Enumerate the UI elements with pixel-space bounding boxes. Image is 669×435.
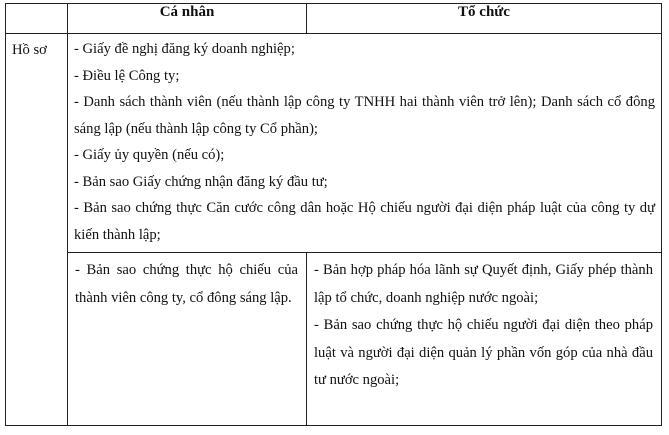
organization-documents-cell xyxy=(307,253,662,426)
individual-documents-cell xyxy=(68,253,307,426)
list-item: - Bản sao chứng thực hộ chiếu người đại diện theo pháp luật và người đại diện quản lý phần vốn góp của nhà đầu tư nước ngoài; xyxy=(314,317,653,388)
table-header-row xyxy=(6,4,662,34)
header-individual: Cá nhân xyxy=(68,4,307,34)
requirements-table xyxy=(5,3,662,426)
list-item: - Bản hợp pháp hóa lãnh sự Quyết định, Giấy phép thành lập tổ chức, doanh nghiệp nước ngoài; xyxy=(314,262,653,306)
list-item: - Giấy ủy quyền (nếu có); xyxy=(74,147,225,163)
header-organization: Tổ chức xyxy=(307,4,662,34)
list-item: - Bản sao Giấy chứng nhận đăng ký đầu tư; xyxy=(74,173,328,190)
common-documents-cell xyxy=(68,34,662,253)
table-row xyxy=(6,34,662,253)
table-row xyxy=(6,253,662,426)
list-item: - Bản sao chứng thực Căn cước công dân hoặc Hộ chiếu người đại diện pháp luật của công ty dự kiến thành lập; xyxy=(74,200,655,243)
row-label: Hồ sơ xyxy=(6,34,68,426)
list-item: - Danh sách thành viên (nếu thành lập công ty TNHH hai thành viên trở lên); Danh sách cổ đông sáng lập (nếu thành lập công ty Cổ phần); xyxy=(74,94,655,137)
list-item: - Giấy đề nghị đăng ký doanh nghiệp; xyxy=(74,41,295,57)
header-blank-cell xyxy=(6,4,68,34)
list-item: - Điều lệ Công ty; xyxy=(74,67,180,84)
list-item: - Bản sao chứng thực hộ chiếu của thành viên công ty, cổ đông sáng lập. xyxy=(75,262,298,306)
